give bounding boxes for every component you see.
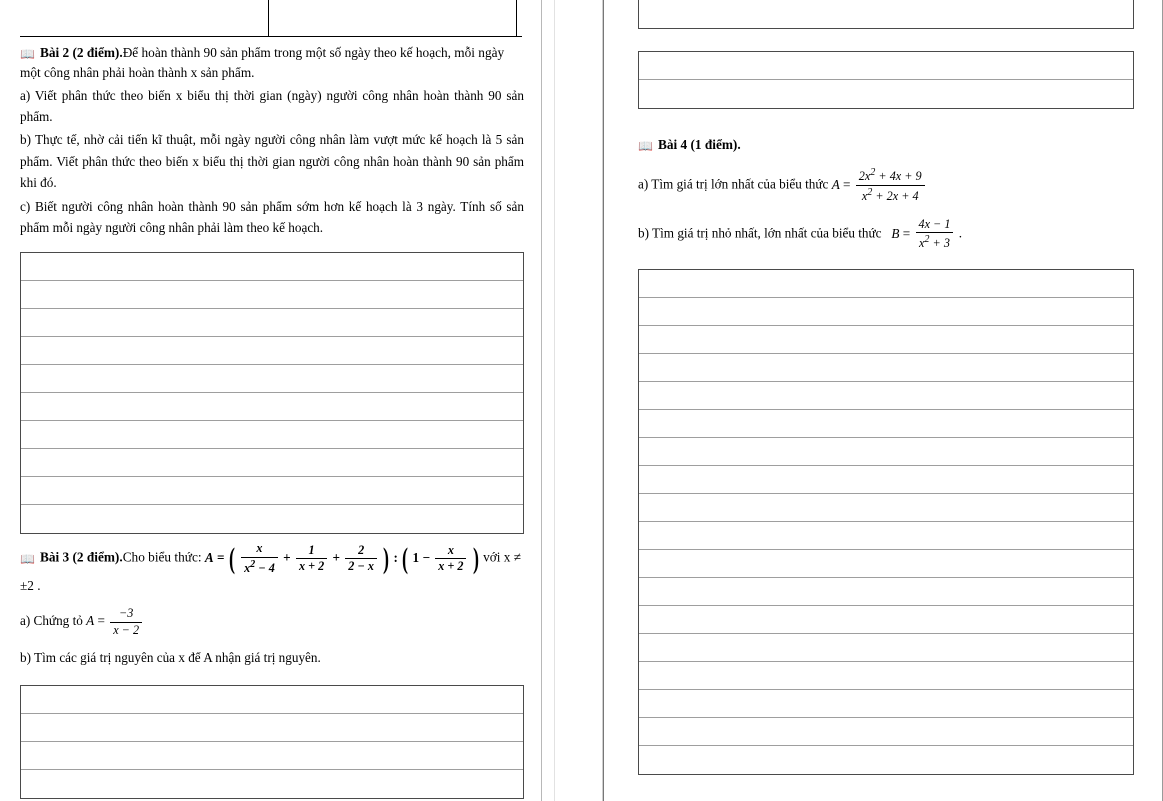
book-icon: 📖 <box>20 552 35 566</box>
answer-line[interactable] <box>639 578 1133 606</box>
book-icon: 📖 <box>638 139 653 153</box>
page-gutter <box>542 0 603 801</box>
table-divider <box>268 0 269 36</box>
bai4-part-b: b) Tìm giá trị nhỏ nhất, lớn nhất của biểu thức B = $\frac{4x - 1}{x^2 + 3}$ . <box>638 216 963 251</box>
bai4-answer-area[interactable] <box>638 269 1134 775</box>
right-top-answer-area[interactable] <box>638 0 1134 29</box>
right-page-frame <box>604 0 1163 801</box>
answer-line[interactable] <box>21 365 523 393</box>
answer-line[interactable] <box>639 746 1133 774</box>
bai3-heading <box>20 542 524 595</box>
answer-line[interactable] <box>639 0 1133 28</box>
bai4-part-a-text: a) Tìm giá trị lớn nhất của biểu thức <box>638 176 829 192</box>
bai2-heading-label: Bài 2 (2 điểm). <box>39 45 123 60</box>
answer-line[interactable] <box>21 393 523 421</box>
bai3-answer-area[interactable] <box>20 685 524 799</box>
answer-line[interactable] <box>639 382 1133 410</box>
fraction-1-over-x-plus-2: $\frac{1}{x + 2}$ <box>296 544 327 574</box>
answer-line[interactable] <box>21 770 523 798</box>
answer-line[interactable] <box>639 662 1133 690</box>
table-divider <box>516 0 517 36</box>
bai4-part-a-expression: A = $\frac{2x^2 + 4x + 9}{x^2 + 2x + 4}$ <box>832 177 927 192</box>
answer-line[interactable] <box>639 718 1133 746</box>
bai3-intro-post: với x ≠ ±2 . <box>20 550 522 593</box>
answer-line[interactable] <box>639 298 1133 326</box>
bai2-part-c: c) Biết người công nhân hoàn thành 90 sản phẩm sớm hơn kế hoạch là 3 ngày. Tính số sản phẩm mỗi ngày người công nhân phải làm theo kế hoạch. <box>20 198 524 235</box>
left-page-content <box>0 0 542 799</box>
bai4-part-b-expression: B = $\frac{4x - 1}{x^2 + 3}$ <box>891 226 958 241</box>
answer-line[interactable] <box>21 505 523 533</box>
bai2-part-b: b) Thực tế, nhờ cải tiến kĩ thuật, mỗi ngày người công nhân làm vượt mức kế hoạch là 5 sản phẩm. Viết phân thức theo biến x biểu thị thời gian người công nhân hoàn thành 90 sản phẩm khi đó. <box>20 132 524 191</box>
left-paren: ( <box>228 542 235 576</box>
answer-line[interactable] <box>21 686 523 714</box>
answer-line[interactable] <box>639 438 1133 466</box>
book-icon: 📖 <box>20 47 35 61</box>
fraction-x-over-x-plus-2: $\frac{x}{x + 2}$ <box>435 544 466 574</box>
bai3-heading-label: Bài 3 (2 điểm). <box>39 550 123 565</box>
bai3-part-a-text: a) Chứng tỏ <box>20 613 83 629</box>
answer-line[interactable] <box>21 253 523 281</box>
answer-line[interactable] <box>21 337 523 365</box>
answer-line[interactable] <box>21 714 523 742</box>
answer-line[interactable] <box>639 52 1133 80</box>
bai2-answer-area[interactable] <box>20 252 524 534</box>
right-paren: ) <box>383 542 390 576</box>
bai2-intro: Để hoàn thành 90 sản phẩm trong một số ngày theo kế hoạch, mỗi ngày một công nhân phải hoàn thành x sản phẩm. <box>20 45 505 81</box>
bai4-heading-label: Bài 4 (1 điểm). <box>657 137 741 152</box>
answer-line[interactable] <box>639 494 1133 522</box>
right-second-answer-area[interactable] <box>638 51 1134 109</box>
answer-line[interactable] <box>639 410 1133 438</box>
answer-line[interactable] <box>639 634 1133 662</box>
bai4-part-a <box>638 167 1134 203</box>
bai4-heading <box>638 135 1134 155</box>
bai3-part-a-expression: A = $\frac{-3}{x - 2}$ <box>86 613 144 628</box>
bai3-intro-pre: Cho biểu thức: <box>122 550 202 565</box>
left-page <box>0 0 542 801</box>
answer-line[interactable] <box>21 742 523 770</box>
fraction-B: $\frac{4x - 1}{x^2 + 3}$ <box>916 218 954 251</box>
answer-line[interactable] <box>639 354 1133 382</box>
bai2-part-a: a) Viết phân thức theo biến x biểu thị thời gian (ngày) người công nhân hoàn thành 90 sản phẩm. <box>20 87 524 125</box>
answer-line[interactable] <box>21 477 523 505</box>
fraction-x-over-x2-minus-4: $\frac{x}{x^2 - 4}$ <box>241 542 278 575</box>
bai3-part-b: b) Tìm các giá trị nguyên của x để A nhận giá trị nguyên. <box>20 650 321 666</box>
left-paren: ( <box>402 542 409 576</box>
fraction-2-over-2-minus-x: $\frac{2}{2 - x}$ <box>345 544 377 574</box>
answer-line[interactable] <box>639 522 1133 550</box>
right-page-content <box>616 0 1156 775</box>
answer-line[interactable] <box>21 421 523 449</box>
answer-line[interactable] <box>639 690 1133 718</box>
answer-line[interactable] <box>639 550 1133 578</box>
bai3-expression: A = ( $\frac{x}{x^2 - 4}$ + $\frac{1}{x + 2}$ + $\frac{2}{2 - x}$ ) : ( 1 − $\frac{x}{x + 2}$ ) <box>204 541 479 576</box>
answer-line[interactable] <box>21 281 523 309</box>
table-fragment <box>20 0 522 37</box>
answer-line[interactable] <box>639 80 1133 108</box>
answer-line[interactable] <box>21 309 523 337</box>
fraction-A: $\frac{2x^2 + 4x + 9}{x^2 + 2x + 4}$ <box>856 167 925 203</box>
bai2-heading <box>20 43 524 83</box>
answer-line[interactable] <box>639 326 1133 354</box>
right-paren: ) <box>472 542 479 576</box>
answer-line[interactable] <box>21 449 523 477</box>
answer-line[interactable] <box>639 606 1133 634</box>
right-page <box>603 0 1163 801</box>
bai3-part-a <box>20 607 524 637</box>
answer-line[interactable] <box>639 270 1133 298</box>
answer-line[interactable] <box>639 466 1133 494</box>
bai4-part-b-text: b) Tìm giá trị nhỏ nhất, lớn nhất của biểu thức <box>638 225 882 241</box>
fraction-minus3-over-x-minus-2: $\frac{-3}{x - 2}$ <box>110 607 142 637</box>
